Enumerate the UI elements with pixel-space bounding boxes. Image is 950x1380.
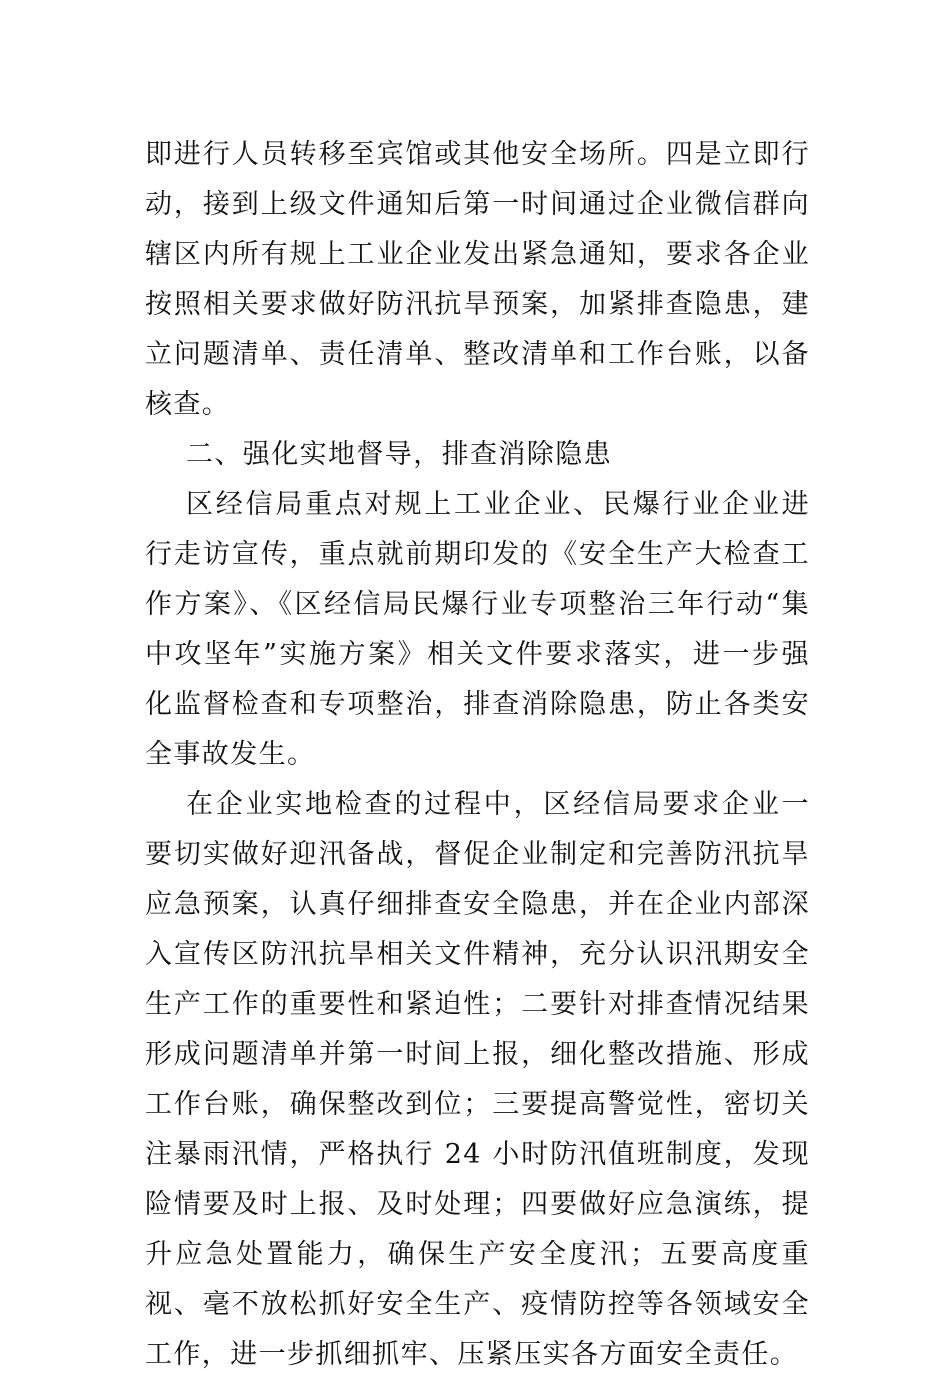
paragraph-enterprise-requirements: 在企业实地检查的过程中，区经信局要求企业一要切实做好迎汛备战，督促企业制定和完善防汛抗旱应急预案，认真仔细排查安全隐患，并在企业内部深入宣传区防汛抗旱相关文件精神，充分认识汛期安全生产工作的重要性和紧迫性；二要针对排查情况结果形成问题清单并第一时间上报，细化整改措施、形成工作台账，确保整改到位；三要提高警觉性，密切关注暴雨汛情，严格执行 24 小时防汛值班制度，发现险情要及时上报、及时处理；四要做好应急演练，提升应急处置能力，确保生产安全度汛；五要高度重视、毫不放松抓好安全生产、疫情防控等各领域安全工作，进一步抓细抓牢、压紧压实各方面安全责任。 bbox=[145, 789, 810, 1370]
paragraph-inspection-visits: 区经信局重点对规上工业企业、民爆行业企业进行走访宣传，重点就前期印发的《安全生产大检查工作方案》、《区经信局民爆行业专项整治三年行动“集中攻坚年”实施方案》相关文件要求落实，进一步强化监督检查和专项整治，排查消除隐患，防止各类安全事故发生。 bbox=[145, 489, 810, 770]
section-heading: 二、强化实地督导，排查消除隐患 bbox=[186, 439, 612, 470]
document-body bbox=[145, 130, 810, 1380]
paragraph-continuation: 即进行人员转移至宾馆或其他安全场所。四是立即行动，接到上级文件通知后第一时间通过企业微信群向辖区内所有规上工业企业发出紧急通知，要求各企业按照相关要求做好防汛抗旱预案，加紧排查隐患，建立问题清单、责任清单、整改清单和工作台账，以备核查。 bbox=[145, 139, 810, 420]
